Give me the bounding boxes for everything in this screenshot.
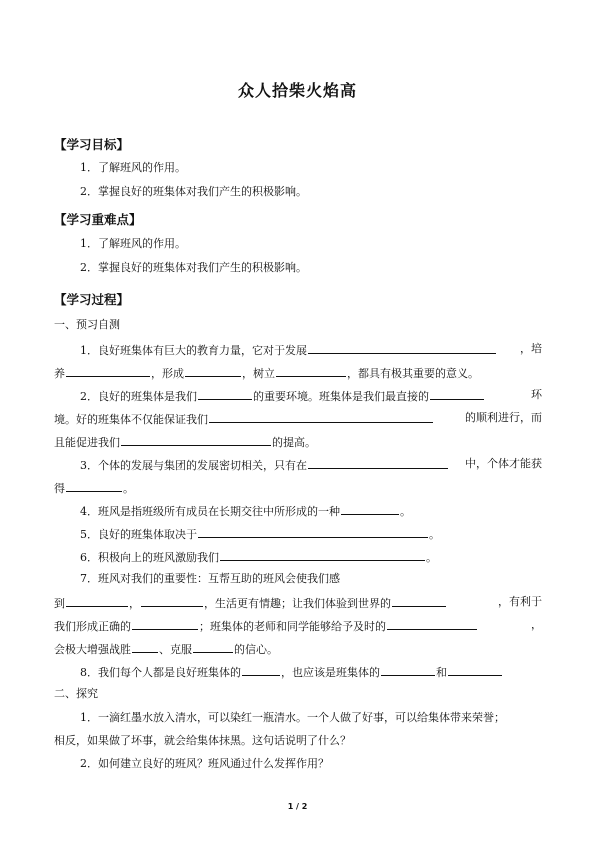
q1-text-f: ，都具有极其重要的意义。 [347,367,479,380]
q2-text-e: 的顺利进行，而 [465,411,542,424]
blank-field[interactable] [308,457,448,469]
explore-paragraph-1-line-2: 相反，如果做了坏事，就会给集体抹黑。这句话说明了什么？ [54,734,351,747]
blank-field[interactable] [132,618,198,630]
blank-field[interactable] [198,388,252,400]
q6-text-b: 。 [426,551,437,564]
blank-field[interactable] [193,641,233,653]
q7-text-k: 的信心。 [234,643,278,656]
q7-text-e: ，有利于 [498,595,542,608]
q8-text-a: 8．我们每个人都是良好班集体的 [80,666,241,679]
goal-item-2: 2．掌握良好的班集体对我们产生的积极影响。 [80,185,307,198]
q7-text-d: ，生活更有情趣；让我们体验到世界的 [204,597,391,610]
q3-text-b: 中，个体才能获 [465,457,542,470]
q7-text-j: 、克服 [159,643,192,656]
preview-label: 一、预习自测 [54,318,120,331]
section-heading-goals: 【学习目标】 [54,137,130,152]
blank-field[interactable] [209,411,433,423]
question-2-line-3 [54,434,316,450]
blank-field[interactable] [381,664,435,676]
q3-text-d: 。 [123,482,134,495]
blank-field[interactable] [66,595,128,607]
question-2-line-1 [80,388,542,404]
section-heading-key-points: 【学习重难点】 [54,212,142,227]
q7-text-b: 到 [54,597,65,610]
q7-text-c: ， [129,597,140,610]
q4-text-a: 4．班风是指班级所有成员在长期交往中所形成的一种 [80,505,340,518]
q7-text-a: 7．班风对我们的重要性：互帮互助的班风会使我们感 [80,572,340,585]
goal-item-1: 1．了解班风的作用。 [80,161,186,174]
question-5 [80,526,440,542]
blank-field[interactable] [198,526,428,538]
q7-text-i: 会极大增强战胜 [54,643,131,656]
blank-field[interactable] [387,618,477,630]
question-7-line-2 [54,595,542,611]
key-point-item-2: 2．掌握良好的班集体对我们产生的积极影响。 [80,261,307,274]
question-7-line-4 [54,641,278,657]
section-heading-process: 【学习过程】 [54,292,130,307]
explore-label: 二、探究 [54,687,98,700]
question-4 [80,503,411,519]
page-title: 众人拾柴火焰高 [237,81,357,100]
q7-text-h: ， [531,618,542,631]
q2-text-d: 境。好的班集体不仅能保证我们 [54,413,208,426]
blank-field[interactable] [66,365,150,377]
q7-text-f: 我们形成正确的 [54,620,131,633]
q2-text-c: 环 [531,388,542,401]
question-3-line-1 [80,457,542,473]
blank-field[interactable] [242,664,280,676]
question-1-line-2 [54,365,479,381]
question-7-line-3 [54,618,542,634]
blank-field[interactable] [308,342,496,354]
blank-field[interactable] [430,388,484,400]
q2-text-g: 的提高。 [272,436,316,449]
q1-text-e: ，树立 [242,367,275,380]
question-1-line-1 [80,342,542,358]
q6-text-a: 6．积极向上的班风激励我们 [80,551,219,564]
question-3-line-2 [54,480,134,496]
q1-text-b: ，培 [520,342,542,355]
q3-text-c: 得 [54,482,65,495]
key-point-item-1: 1．了解班风的作用。 [80,237,186,250]
blank-field[interactable] [220,549,425,561]
q5-text-a: 5．良好的班集体取决于 [80,528,197,541]
q3-text-a: 3．个体的发展与集团的发展密切相关，只有在 [80,459,307,472]
q7-text-g: ；班集体的老师和同学能够给予及时的 [199,620,386,633]
q1-text-c: 养 [54,367,65,380]
blank-field[interactable] [392,595,446,607]
blank-field[interactable] [132,641,158,653]
explore-paragraph-2: 2．如何建立良好的班风？班风通过什么发挥作用？ [80,757,329,770]
blank-field[interactable] [185,365,241,377]
q2-text-a: 2．良好的班集体是我们 [80,390,197,403]
q1-text-d: ，形成 [151,367,184,380]
blank-field[interactable] [276,365,346,377]
blank-field[interactable] [341,503,399,515]
question-2-line-2 [54,411,542,427]
q5-text-b: 。 [429,528,440,541]
q8-text-c: 和 [436,666,447,679]
q8-text-b: ，也应该是班集体的 [281,666,380,679]
q1-text-a: 1．良好班集体有巨大的教育力量，它对于发展 [80,344,307,357]
question-6 [80,549,437,565]
blank-field[interactable] [121,434,271,446]
question-7-line-1 [80,572,340,586]
blank-field[interactable] [66,480,122,492]
page-number: 1 / 2 [287,802,308,811]
q4-text-b: 。 [400,505,411,518]
explore-paragraph-1-line-1: 1．一滴红墨水放入清水，可以染红一瓶清水。一个人做了好事，可以给集体带来荣誉； [80,711,505,724]
blank-field[interactable] [141,595,203,607]
q2-text-f: 且能促进我们 [54,436,120,449]
q2-text-b: 的重要环境。班集体是我们最直接的 [253,390,429,403]
blank-field[interactable] [448,664,502,676]
question-8 [80,664,503,680]
